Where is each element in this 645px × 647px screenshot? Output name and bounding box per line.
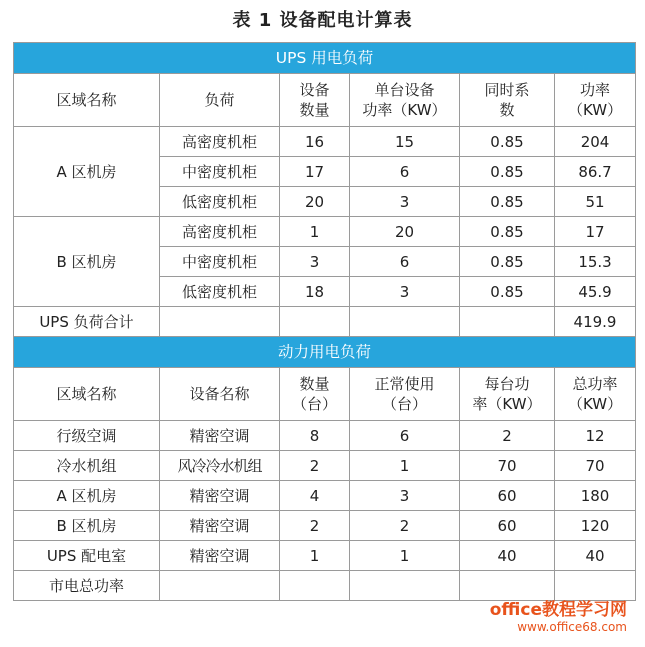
table-title: 表 1 设备配电计算表 [232,10,413,31]
unit-power-cell: 70 [460,451,555,481]
empty-cell [555,571,636,601]
power-header-normal: 正常使用 （台） [350,368,460,421]
table-row [14,511,636,541]
ups-header-power: 功率 （KW） [555,74,636,127]
total-power-cell: 70 [555,451,636,481]
area-name-cell: A 区机房 [14,481,160,511]
unit-power-cell: 40 [460,541,555,571]
table-row [14,421,636,451]
power-total-row [14,571,636,601]
ups-header-qty: 设备 数量 [280,74,350,127]
coefficient-cell: 0.85 [460,127,555,157]
power-header-unit-power: 每台功 率（KW） [460,368,555,421]
ups-total-label: UPS 负荷合计 [14,307,160,337]
empty-cell [160,307,280,337]
power-distribution-table [13,42,636,601]
device-name-cell: 风冷冷水机组 [160,451,280,481]
table-row [14,451,636,481]
quantity-cell: 18 [280,277,350,307]
power-header-device: 设备名称 [160,368,280,421]
ups-total-row [14,307,636,337]
quantity-cell: 1 [280,541,350,571]
table-row [14,217,636,247]
quantity-cell: 2 [280,511,350,541]
device-name-cell: 精密空调 [160,541,280,571]
normal-use-cell: 6 [350,421,460,451]
device-name-cell: 精密空调 [160,481,280,511]
quantity-cell: 2 [280,451,350,481]
empty-cell [280,307,350,337]
coefficient-cell: 0.85 [460,277,555,307]
ups-header-area: 区域名称 [14,74,160,127]
area-name-cell: B 区机房 [14,217,160,307]
quantity-cell: 1 [280,217,350,247]
power-header-qty: 数量 （台） [280,368,350,421]
quantity-cell: 4 [280,481,350,511]
unit-power-cell: 20 [350,217,460,247]
empty-cell [460,571,555,601]
total-power-cell: 40 [555,541,636,571]
coefficient-cell: 0.85 [460,247,555,277]
ups-header-coef: 同时系 数 [460,74,555,127]
unit-power-cell: 3 [350,187,460,217]
power-cell: 17 [555,217,636,247]
total-power-cell: 180 [555,481,636,511]
total-power-cell: 120 [555,511,636,541]
power-header-total-power: 总功率 （KW） [555,368,636,421]
unit-power-cell: 3 [350,277,460,307]
load-cell: 低密度机柜 [160,277,280,307]
normal-use-cell: 1 [350,451,460,481]
total-power-cell: 12 [555,421,636,451]
quantity-cell: 20 [280,187,350,217]
watermark-site-name: office教程学习网 [489,600,627,620]
ups-header-load: 负荷 [160,74,280,127]
power-header-area: 区域名称 [14,368,160,421]
area-name-cell: UPS 配电室 [14,541,160,571]
unit-power-cell: 2 [460,421,555,451]
load-cell: 高密度机柜 [160,217,280,247]
power-cell: 204 [555,127,636,157]
unit-power-cell: 15 [350,127,460,157]
table-row [14,481,636,511]
watermark-url: www.office68.com [517,620,627,634]
load-cell: 中密度机柜 [160,247,280,277]
ups-section-title: UPS 用电负荷 [14,43,636,74]
power-cell: 15.3 [555,247,636,277]
power-section-header [14,337,636,368]
ups-column-headers [14,74,636,127]
empty-cell [280,571,350,601]
quantity-cell: 17 [280,157,350,187]
quantity-cell: 8 [280,421,350,451]
area-name-cell: 行级空调 [14,421,160,451]
ups-total-value: 419.9 [555,307,636,337]
area-name-cell: A 区机房 [14,127,160,217]
table-row [14,127,636,157]
quantity-cell: 16 [280,127,350,157]
coefficient-cell: 0.85 [460,157,555,187]
power-cell: 86.7 [555,157,636,187]
power-column-headers [14,368,636,421]
load-cell: 中密度机柜 [160,157,280,187]
unit-power-cell: 60 [460,511,555,541]
table-row [14,541,636,571]
normal-use-cell: 1 [350,541,460,571]
empty-cell [350,307,460,337]
device-name-cell: 精密空调 [160,511,280,541]
watermark [490,600,627,634]
unit-power-cell: 6 [350,247,460,277]
area-name-cell: B 区机房 [14,511,160,541]
load-cell: 高密度机柜 [160,127,280,157]
power-total-label: 市电总功率 [14,571,160,601]
coefficient-cell: 0.85 [460,187,555,217]
quantity-cell: 3 [280,247,350,277]
area-name-cell: 冷水机组 [14,451,160,481]
ups-section-header [14,43,636,74]
empty-cell [160,571,280,601]
power-section-title: 动力用电负荷 [14,337,636,368]
load-cell: 低密度机柜 [160,187,280,217]
device-name-cell: 精密空调 [160,421,280,451]
unit-power-cell: 60 [460,481,555,511]
empty-cell [460,307,555,337]
ups-header-unit-power: 单台设备 功率（KW） [350,74,460,127]
empty-cell [350,571,460,601]
power-cell: 51 [555,187,636,217]
normal-use-cell: 2 [350,511,460,541]
unit-power-cell: 6 [350,157,460,187]
power-cell: 45.9 [555,277,636,307]
coefficient-cell: 0.85 [460,217,555,247]
normal-use-cell: 3 [350,481,460,511]
